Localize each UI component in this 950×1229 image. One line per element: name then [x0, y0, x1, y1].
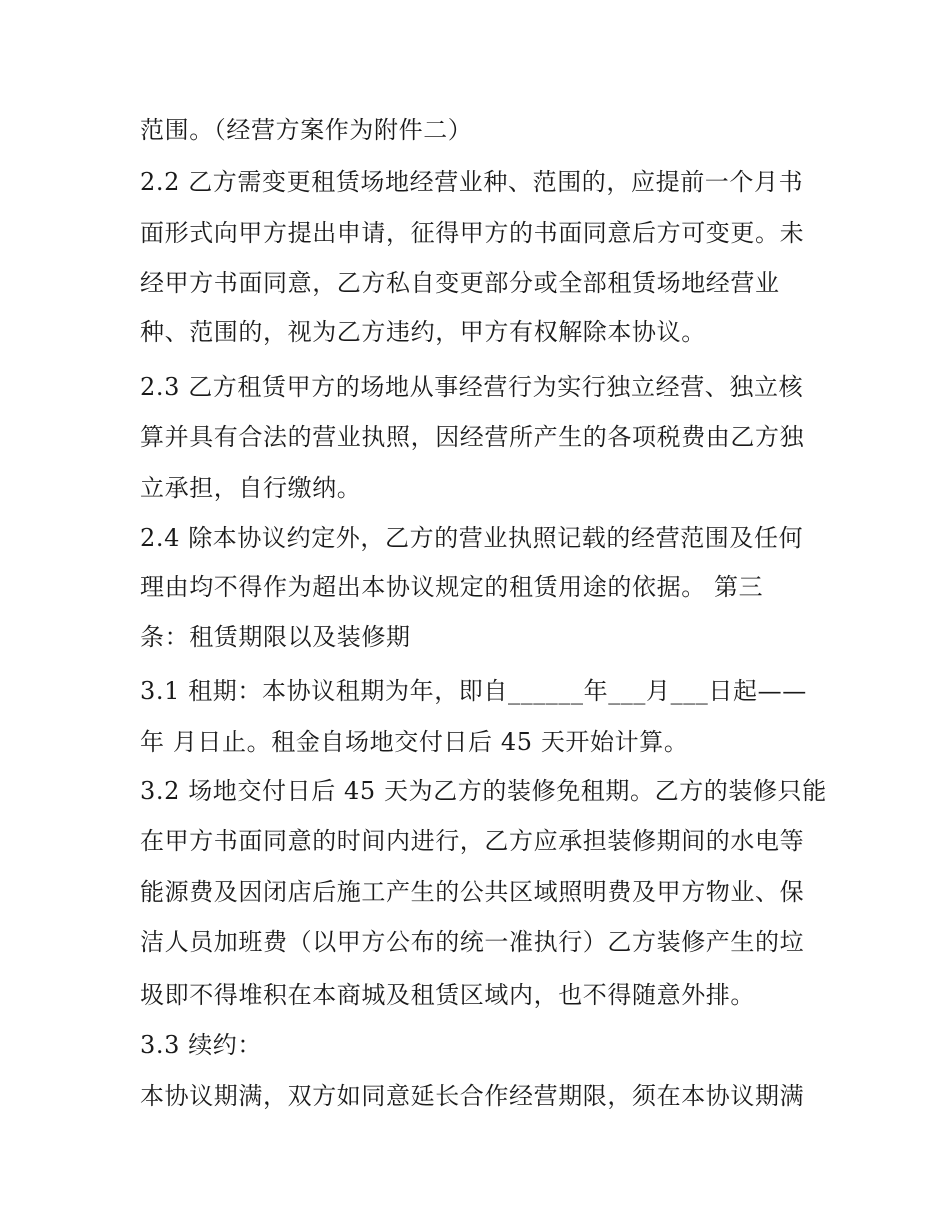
- text-line: 本协议期满，双方如同意延长合作经营期限，须在本协议期满: [140, 1082, 805, 1110]
- text-line: 条：租赁期限以及装修期: [140, 623, 411, 651]
- text-line: 经甲方书面同意，乙方私自变更部分或全部租赁场地经营业: [140, 269, 780, 297]
- text-line: 种、范围的，视为乙方违约，甲方有权解除本协议。: [140, 318, 706, 346]
- text-line: 理由均不得作为超出本协议规定的租赁用途的依据。 第三: [140, 573, 764, 601]
- text-line: 2.4 除本协议约定外，乙方的营业执照记载的经营范围及任何: [140, 524, 804, 552]
- text-line: 面形式向甲方提出申请，征得甲方的书面同意后方可变更。未: [140, 219, 805, 247]
- text-line: 3.3 续约：: [140, 1031, 262, 1059]
- text-line: 圾即不得堆积在本商城及租赁区域内，也不得随意外排。: [140, 981, 755, 1009]
- text-line: 年 月日止。租金自场地交付日后 45 天开始计算。: [140, 728, 689, 756]
- text-line: 算并具有合法的营业执照，因经营所产生的各项税费由乙方独: [140, 423, 805, 451]
- text-line: 范围。（经营方案作为附件二）: [140, 116, 473, 144]
- text-line: 立承担，自行缴纳。: [140, 474, 362, 502]
- text-line: 洁人员加班费（以甲方公布的统一准执行）乙方装修产生的垃: [140, 928, 805, 956]
- text-line: 3.1 租期：本协议租期为年，即自______年___月___日起——: [140, 677, 807, 705]
- text-line: 2.3 乙方租赁甲方的场地从事经营行为实行独立经营、独立核: [140, 373, 804, 401]
- text-line: 2.2 乙方需变更租赁场地经营业种、范围的，应提前一个月书: [140, 168, 804, 196]
- text-line: 3.2 场地交付日后 45 天为乙方的装修免租期。乙方的装修只能: [140, 777, 827, 805]
- text-line: 在甲方书面同意的时间内进行，乙方应承担装修期间的水电等: [140, 827, 805, 855]
- text-line: 能源费及因闭店后施工产生的公共区域照明费及甲方物业、保: [140, 878, 805, 906]
